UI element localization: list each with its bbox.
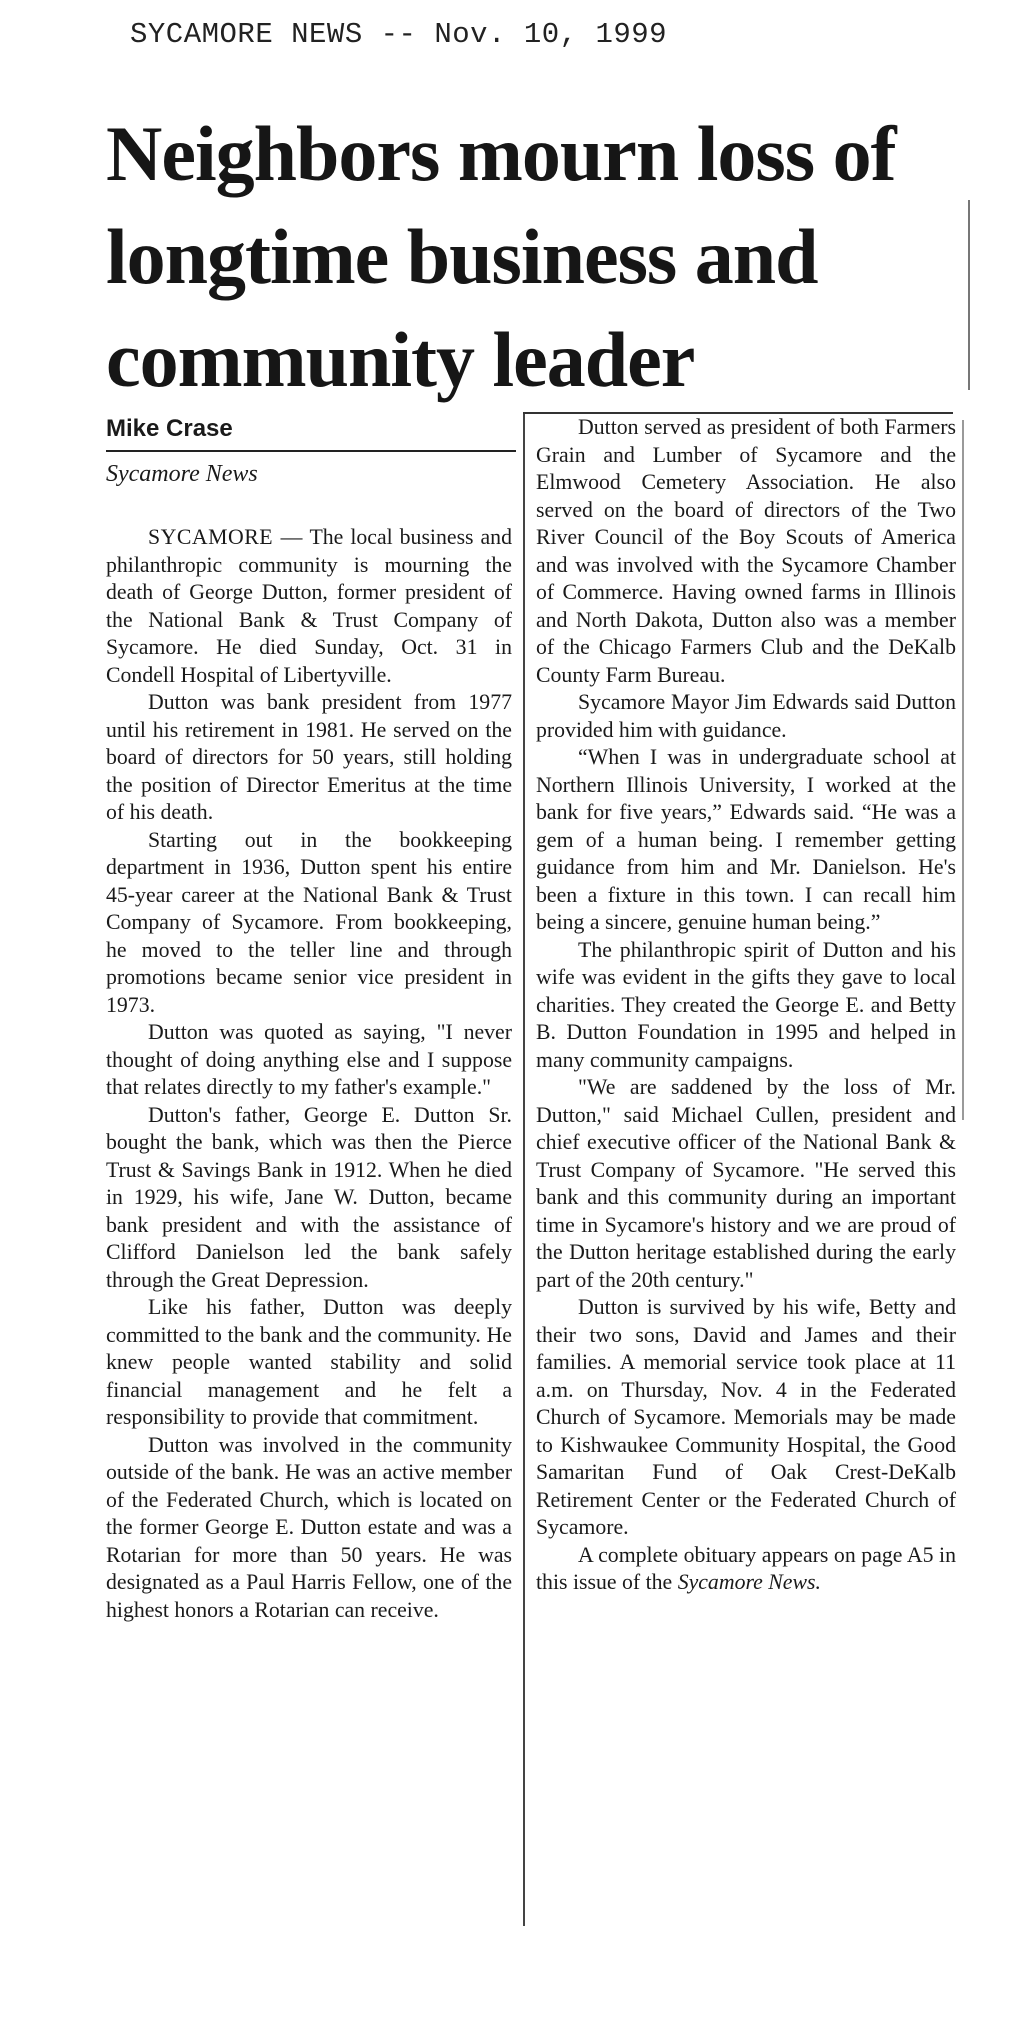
article-paragraph: Dutton was bank president from 1977 until his retirement in 1981. He served on the board of directors for 50 years, still holding the position of Director Emeritus at the time of his death. bbox=[106, 690, 512, 824]
publication-slug: SYCAMORE NEWS -- Nov. 10, 1999 bbox=[130, 18, 668, 51]
article-paragraph: Dutton was involved in the community outside of the bank. He was an active member of the Federated Church, which is located on the former George E. Dutton estate and was a Rotarian for more than 50 years. He was designated as a Paul Harris Fellow, one of the highest honors a Rotarian can receive. bbox=[106, 1432, 512, 1622]
article-paragraph-closing bbox=[536, 1542, 956, 1597]
byline-author: Mike Crase bbox=[106, 414, 516, 452]
byline-outlet: Sycamore News bbox=[106, 461, 258, 487]
article-column-right bbox=[536, 414, 956, 1597]
byline bbox=[106, 414, 516, 490]
article-paragraph: Like his father, Dutton was deeply committed to the bank and the community. He knew people wanted stability and solid financial management and he felt a responsibility to provide that commitment. bbox=[106, 1295, 512, 1429]
article-lead-text: The local business and philanthropic community is mourning the death of George Dutton, former president of the National Bank & Trust Company of Sycamore. He died Sunday, Oct. 31 in Condell Hospital of Libertyville. bbox=[106, 525, 512, 687]
article-paragraph: Dutton's father, George E. Dutton Sr. bought the bank, which was then the Pierce Trust & Savings Bank in 1912. When he died in 1929, his wife, Jane W. Dutton, became bank president and with the assistance of Clifford Danielson led the bank safely through the Great Depression. bbox=[106, 1102, 512, 1292]
article-paragraph: Dutton was quoted as saying, "I never thought of doing anything else and I suppose that relates directly to my father's example." bbox=[106, 1020, 512, 1099]
article-paragraph: Starting out in the bookkeeping department in 1936, Dutton spent his entire 45-year career at the National Bank & Trust Company of Sycamore. From bookkeeping, he moved to the teller line and through promotions became senior vice president in 1973. bbox=[106, 827, 512, 1017]
closing-text: A complete obituary appears on page A5 in this issue of the bbox=[536, 1542, 956, 1594]
article-paragraph: "We are saddened by the loss of Mr. Dutton," said Michael Cullen, president and chief executive officer of the National Bank & Trust Company of Sycamore. "He served this bank and this community during an important time in Sycamore's history and we are proud of the Dutton heritage established during the early part of the 20th century." bbox=[536, 1075, 956, 1292]
article-paragraph-lead bbox=[106, 524, 512, 689]
article-paragraph: The philanthropic spirit of Dutton and his wife was evident in the gifts they gave to local charities. They created the George E. and Betty B. Dutton Foundation in 1995 and helped in many community campaigns. bbox=[536, 937, 956, 1072]
scan-edge-mark bbox=[968, 200, 970, 390]
article-paragraph: “When I was in undergraduate school at Northern Illinois University, I worked at the bank for five years,” Edwards said. “He was a gem of a human being. I remember getting guidance from him and Mr. Danielson. He's been a fixture in this town. I can recall him being a sincere, genuine human being.” bbox=[536, 745, 956, 934]
article-column-left bbox=[106, 524, 512, 1624]
article-paragraph: Dutton served as president of both Farmers Grain and Lumber of Sycamore and the Elmwood Cemetery Association. He also served on the board of directors of the Two River Council of the Boy Scouts of America and was involved with the Sycamore Chamber of Commerce. Having owned farms in Illinois and North Dakota, Dutton also was a member of the Chicago Farmers Club and the DeKalb County Farm Bureau. bbox=[536, 415, 956, 687]
scan-edge-mark bbox=[962, 420, 964, 1120]
headline: Neighbors mourn loss of longtime business and community leader bbox=[106, 110, 896, 403]
article-paragraph: Dutton is survived by his wife, Betty and their two sons, David and James and their families. A memorial service took place at 11 a.m. on Thursday, Nov. 4 in the Federated Church of Sycamore. Memorials may be made to Kishwaukee Community Hospital, the Good Samaritan Fund of Oak Crest-DeKalb Retirement Center or the Federated Church of Sycamore. bbox=[536, 1295, 956, 1539]
column-divider bbox=[523, 414, 525, 1926]
article-paragraph: Sycamore Mayor Jim Edwards said Dutton provided him with guidance. bbox=[536, 690, 956, 742]
closing-publication: Sycamore News. bbox=[677, 1570, 821, 1594]
article-dateline: SYCAMORE — bbox=[148, 525, 303, 549]
